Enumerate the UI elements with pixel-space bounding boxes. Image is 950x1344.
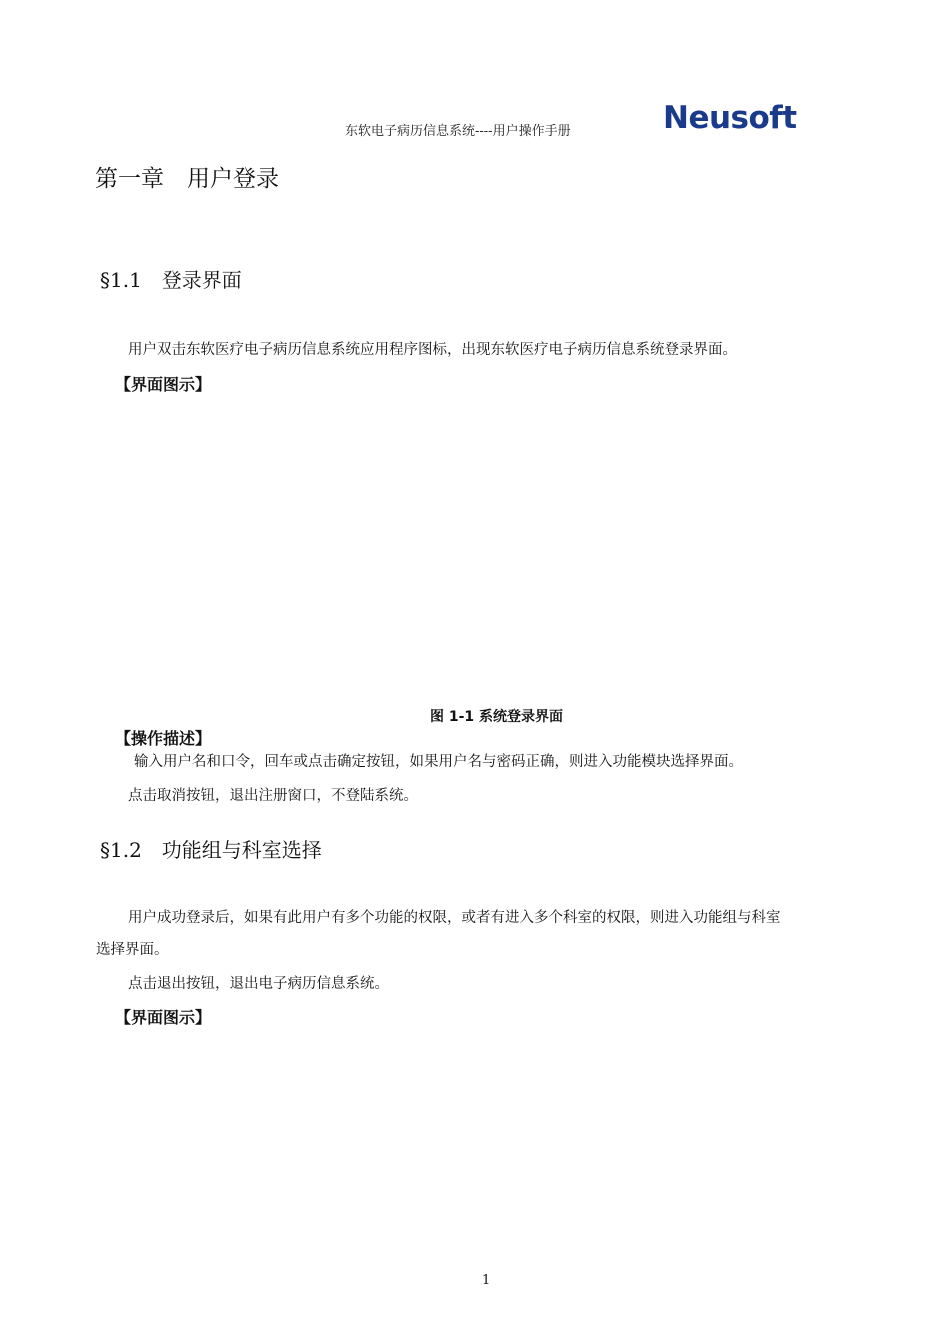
- neusoft-logo: Neusoft: [663, 100, 797, 136]
- function-select-figure-placeholder: [120, 1032, 830, 1252]
- operation-line-2: 点击取消按钮，退出注册窗口，不登陆系统。: [128, 788, 418, 804]
- section-heading-1-1: §1.1 登录界面: [100, 268, 242, 292]
- figure-label-2: 【界面图示】: [115, 1008, 212, 1027]
- chapter-title: 第一章 用户登录: [95, 166, 279, 192]
- figure-caption-1-1: 图 1-1 系统登录界面: [430, 709, 564, 725]
- section2-para1-line2: 选择界面。: [96, 942, 169, 958]
- section2-para2: 点击退出按钮，退出电子病历信息系统。: [128, 976, 389, 992]
- section2-para1-line1: 用户成功登录后，如果有此用户有多个功能的权限，或者有进入多个科室的权限，则进入功能组与科室: [128, 910, 781, 926]
- operation-label: 【操作描述】: [115, 729, 212, 748]
- login-figure-placeholder: [120, 398, 830, 698]
- figure-label-1: 【界面图示】: [115, 375, 212, 394]
- section-heading-1-2: §1.2 功能组与科室选择: [100, 838, 322, 862]
- section1-intro: 用户双击东软医疗电子病历信息系统应用程序图标，出现东软医疗电子病历信息系统登录界面。: [128, 342, 737, 358]
- operation-line-1: 输入用户名和口令，回车或点击确定按钮，如果用户名与密码正确，则进入功能模块选择界面。: [134, 754, 743, 770]
- running-header: 东软电子病历信息系统----用户操作手册: [345, 124, 571, 139]
- page-number: 1: [482, 1273, 491, 1288]
